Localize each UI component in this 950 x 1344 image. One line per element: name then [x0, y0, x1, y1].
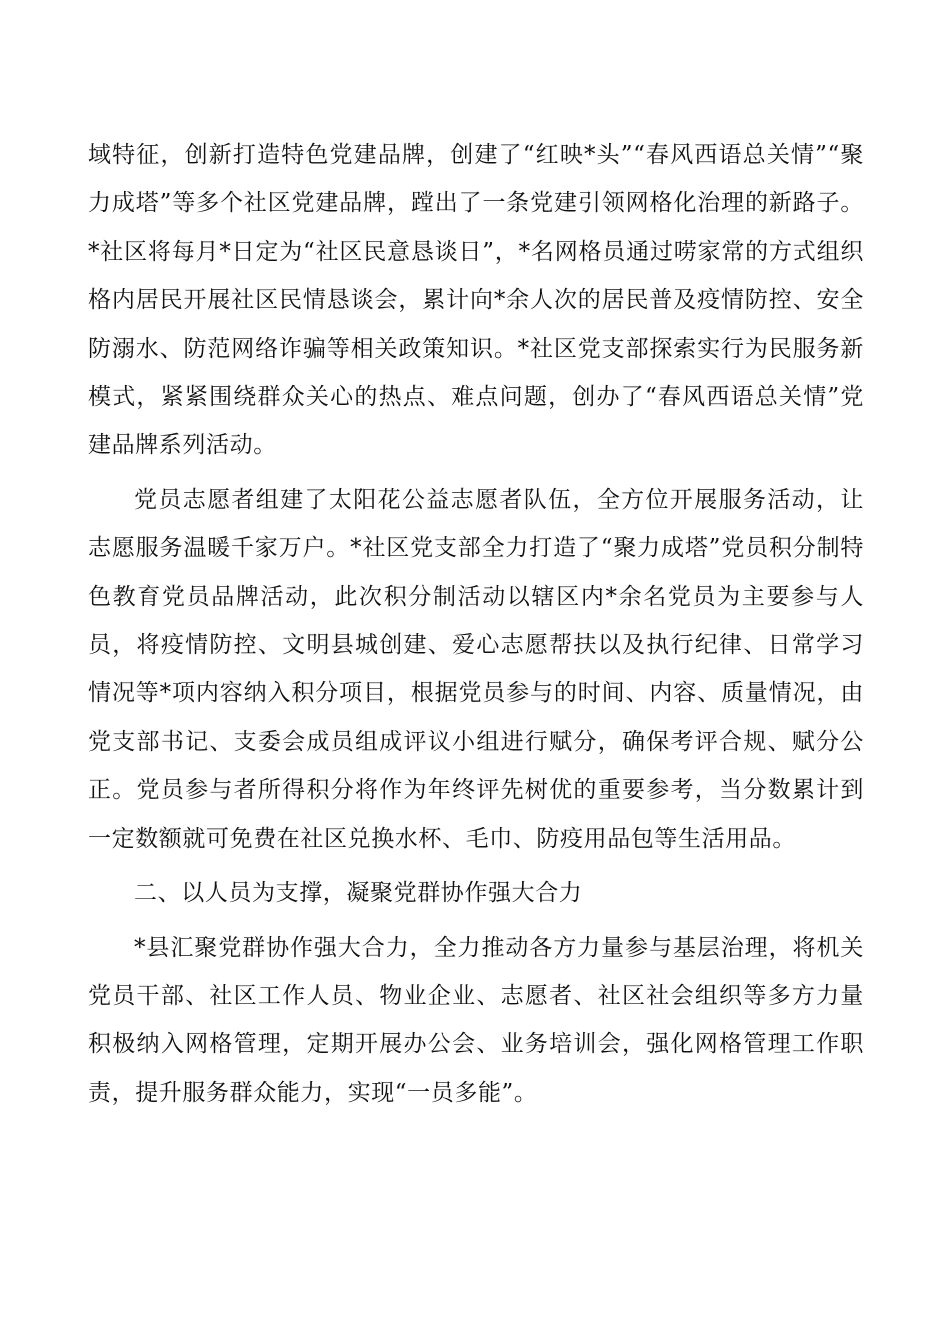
document-page — [88, 131, 864, 1117]
paragraph-volunteers: 党员志愿者组建了太阳花公益志愿者队伍，全方位开展服务活动，让志愿服务温暖千家万户。*社区党支部全力打造了“聚力成塔”党员积分制特色教育党员品牌活动，此次积分制活动以辖区内*余名党员为主要参与人员，将疫情防控、文明县城创建、爱心志愿帮扶以及执行纪律、日常学习情况等*项内容纳入积分项目，根据党员参与的时间、内容、质量情况，由党支部书记、支委会成员组成评议小组进行赋分，确保考评合规、赋分公正。党员参与者所得积分将作为年终评先树优的重要参考，当分数累计到一定数额就可免费在社区兑换水杯、毛巾、防疫用品包等生活用品。 — [88, 486, 864, 852]
paragraph-party-brands: 域特征，创新打造特色党建品牌，创建了“红映*头”“春风西语总关情”“聚力成塔”等多个社区党建品牌，蹚出了一条党建引领网格化治理的新路子。*社区将每月*日定为“社区民意恳谈日”，*名网格员通过唠家常的方式组织格内居民开展社区民情恳谈会，累计向*余人次的居民普及疫情防控、安全防溺水、防范网络诈骗等相关政策知识。*社区党支部探索实行为民服务新模式，紧紧围绕群众关心的热点、难点问题，创办了“春风西语总关情”党建品牌系列活动。 — [88, 142, 864, 459]
section-heading: 二、以人员为支撑，凝聚党群协作强大合力 — [134, 880, 583, 907]
paragraph-collaboration: *县汇聚党群协作强大合力，全力推动各方力量参与基层治理，将机关党员干部、社区工作人员、物业企业、志愿者、社区社会组织等多方力量积极纳入网格管理，定期开展办公会、业务培训会，强化网格管理工作职责，提升服务群众能力，实现“一员多能”。 — [88, 934, 864, 1106]
